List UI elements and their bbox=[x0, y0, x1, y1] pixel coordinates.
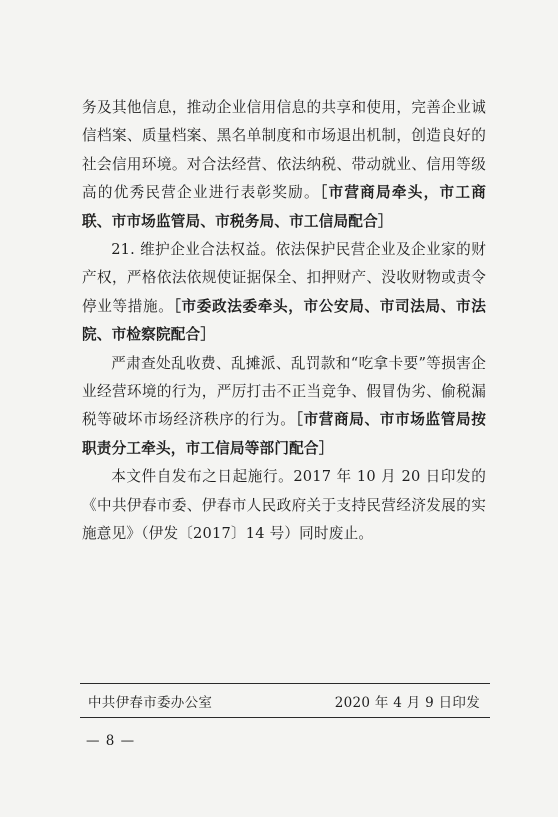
paragraph-credit-text: 务及其他信息，推动企业信用信息的共享和使用，完善企业诚信档案、质量档案、黑名单制度和市场退出机制，创造良好的社会信用环境。对合法经营、依法纳税、带动就业、信用等级高的优秀民营企业进行表彰奖励。 bbox=[82, 99, 486, 202]
paragraph-rights-heading: 21. 维护企业合法权益。 bbox=[111, 241, 276, 259]
footer-bottom-rule bbox=[80, 717, 490, 718]
paragraph-credit-responsible: ［市营商局牵头，市工商联、市市场监管局、市税务局、市工信局配合］ bbox=[82, 184, 486, 230]
paragraph-effective bbox=[82, 463, 486, 548]
paragraph-credit bbox=[82, 94, 486, 236]
paragraph-enforcement-text: 严肃查处乱收费、乱摊派、乱罚款和“吃拿卡要”等损害企业经营环境的行为，严厉打击不正当竞争、假冒伪劣、偷税漏税等破坏市场经济秩序的行为。 bbox=[82, 354, 486, 429]
paragraph-rights bbox=[82, 236, 486, 350]
document-body bbox=[82, 94, 486, 549]
footer-top-rule bbox=[80, 683, 490, 684]
paragraph-enforcement-responsible: ［市营商局、市市场监管局按职责分工牵头，市工信局等部门配合］ bbox=[82, 411, 486, 457]
paragraph-rights-responsible: ［市委政法委牵头，市公安局、市司法局、市法院、市检察院配合］ bbox=[82, 297, 486, 344]
footer-issuer: 中共伊春市委办公室 bbox=[88, 695, 213, 711]
footer-date: 2020 年 4 月 9 日印发 bbox=[334, 695, 480, 711]
paragraph-effective-text: 本文件自发布之日起施行。2017 年 10 月 20 日印发的《中共伊春市委、伊春市人民政府关于支持民营经济发展的实施意见》（伊发〔2017〕14 号）同时废止。 bbox=[82, 468, 486, 543]
paragraph-enforcement bbox=[82, 350, 486, 464]
page-number: — 8 — bbox=[86, 733, 136, 749]
paragraph-rights-text: 依法保护民营企业及企业家的财产权，严格依法依规使证据保全、扣押财产、没收财物或责令停业等措施。 bbox=[82, 241, 486, 315]
